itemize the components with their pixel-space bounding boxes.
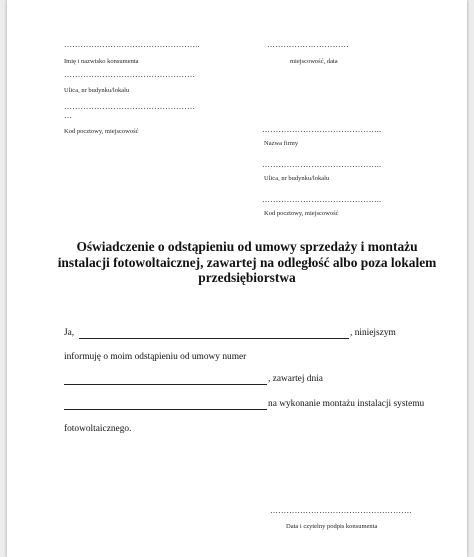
company-name-label: Nazwa firmy [264,140,299,147]
signature-label: Data i czytelny podpis konsumenta [286,523,378,530]
company-street-dots: …………………………………….. [262,160,382,169]
document-page [7,0,467,557]
consumer-street-label: Ulica, nr budynku/lokalu [64,87,130,94]
body-zawartej: , zawartej dnia [268,374,323,384]
title-line-2: instalacji fotowoltaicznej, zawartej na odległość albo poza lokalem [57,254,437,270]
company-postal-dots: …………………………………….. [262,195,382,204]
contract-number-blank-line [64,384,267,385]
title-line-3: przedsiębiorstwa [198,270,296,285]
consumer-name-dots: ………………………………………….. [64,40,200,49]
signature-dots: ……………………………………………. [270,506,412,515]
consumer-postal-dots: ………………………………………… [64,102,196,111]
company-postal-label: Kod pocztowy, miejscowość [264,210,339,217]
body-niniejszym: , niniejszym [350,328,396,338]
consumer-name-blank-line [79,338,349,339]
body-ja: Ja, [64,328,75,338]
title-line-1: Oświadczenie o odstąpieniu od umowy sprzedaży i montażu [76,239,418,254]
document-title [47,239,447,286]
body-fotowoltaicznego: fotowoltaicznego. [64,424,132,434]
company-name-dots: …………………………………….. [262,125,382,134]
body-informuje: informuję o moim odstąpieniu od umowy numer [64,352,247,362]
place-date-dots: ………………………… [267,40,349,49]
consumer-name-label: Imię i nazwisko konsumenta [64,58,139,65]
place-date-label: miejscowość, data [290,58,338,65]
body-na-wykonanie: na wykonanie montażu instalacji systemu [268,399,425,409]
consumer-street-dots: ………………………………………… [64,70,196,79]
company-street-label: Ulica, nr budynku/lokalu [264,175,330,182]
contract-date-blank-line [64,409,267,410]
consumer-postal-label: Kod pocztowy, miejscowość [64,128,139,135]
consumer-postal-extra-dots: … [64,111,73,120]
